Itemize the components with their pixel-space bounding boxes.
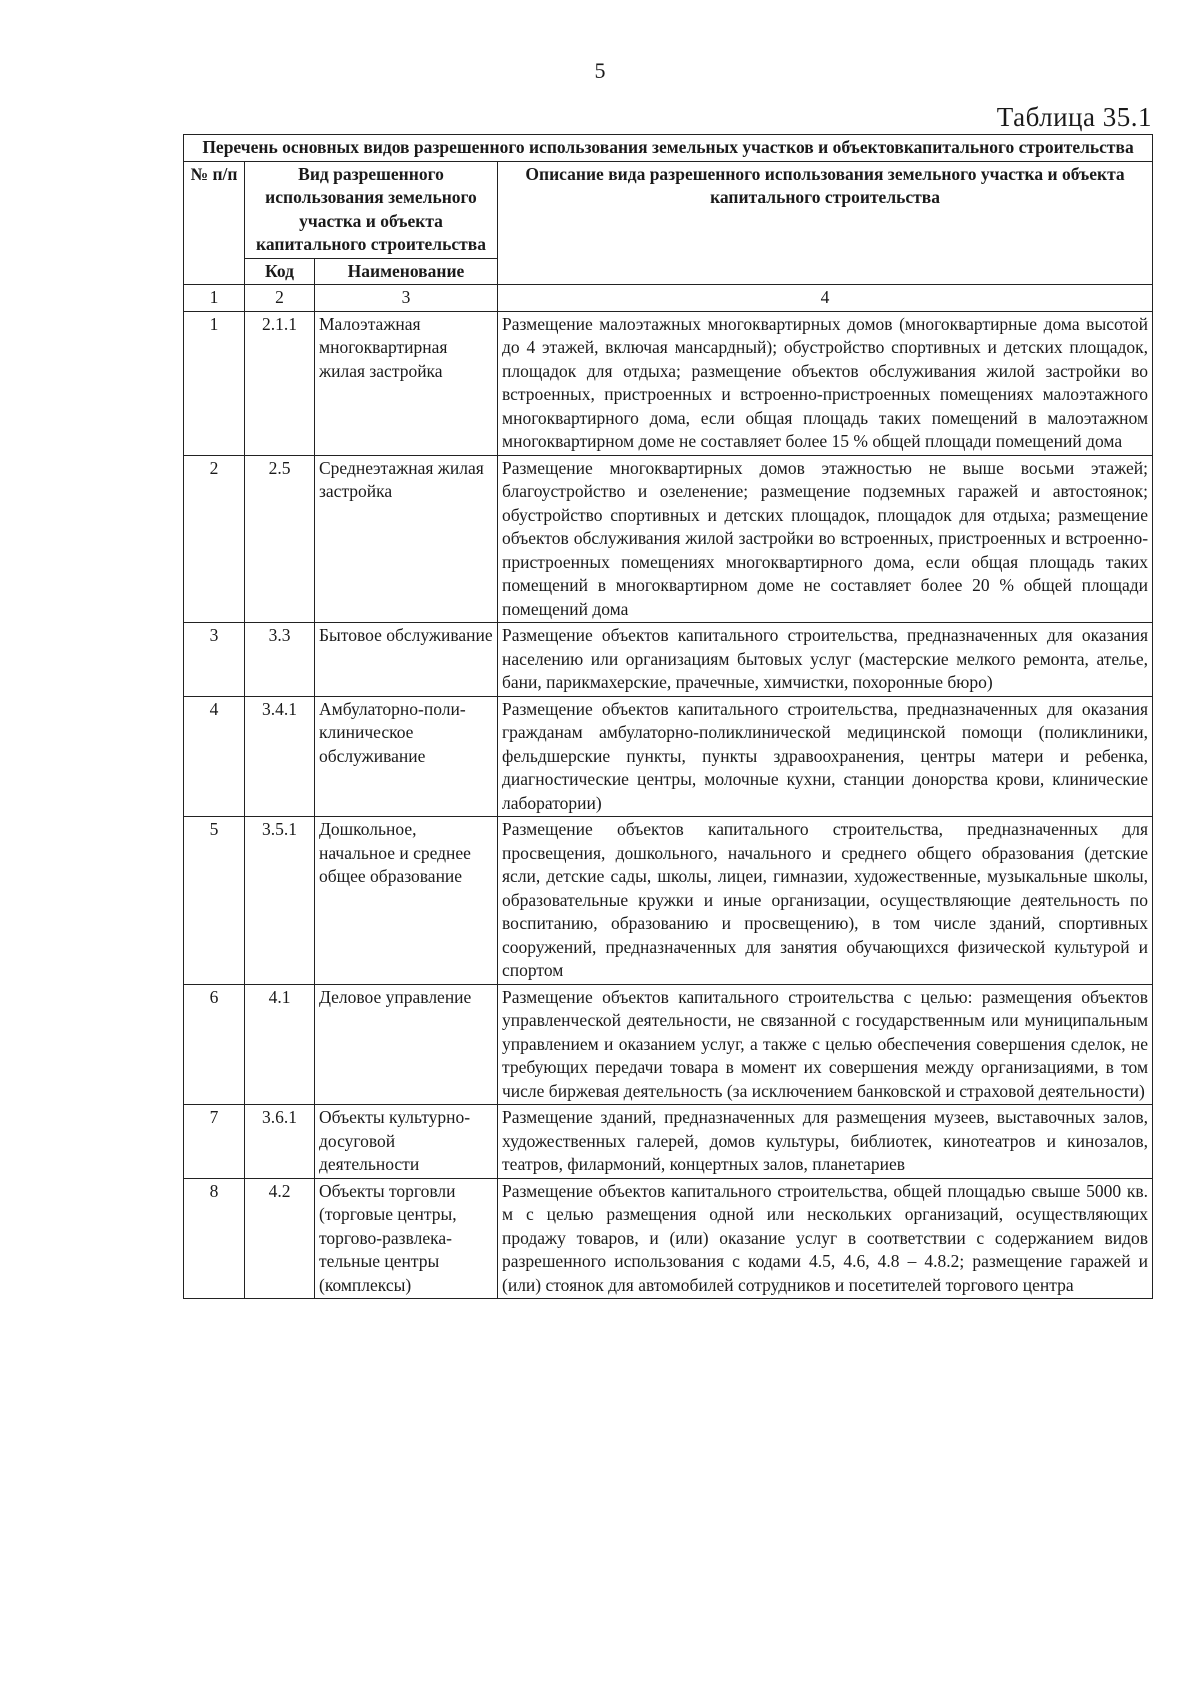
row-code: 4.1: [245, 984, 315, 1105]
row-number: 1: [184, 311, 245, 455]
header-description: Описание вида разрешенного использования земельного участка и объекта капитального строительства: [498, 161, 1153, 285]
header-num: № п/п: [184, 161, 245, 285]
row-name: Объекты культурно-досуговой деятельности: [315, 1105, 498, 1179]
row-number: 3: [184, 623, 245, 697]
row-name: Деловое управление: [315, 984, 498, 1105]
table-row: [184, 311, 1153, 455]
table-title-row: [184, 135, 1153, 162]
table-row: [184, 984, 1153, 1105]
row-name: Объекты торговли (торговые центры, торгово-развлека-тельные центры (комплексы): [315, 1178, 498, 1299]
column-index-row: [184, 285, 1153, 312]
header-use-type: Вид разрешенного использования земельного участка и объекта капитального строительства: [245, 161, 498, 258]
table-row: [184, 1178, 1153, 1299]
row-description: Размещение многоквартирных домов этажностью не выше восьми этажей; благоустройство и озеленение; размещение подземных гаражей и автостоянок; обустройство спортивных и детских площадок, площадок для отдыха; размещение объектов обслуживания жилой застройки во встроенных, пристроенных и встроенно-пристроенных помещениях многоквартирного дома, если общая площадь таких помещений в многоквартирном доме не составляет более 20 % общей площади помещений дома: [498, 455, 1153, 623]
header-name: Наименование: [315, 258, 498, 285]
row-description: Размещение объектов капитального строительства с целью: размещения объектов управленческой деятельности, не связанной с государственным или муниципальным управлением и оказанием услуг, а также с целью обеспечения совершения сделок, не требующих передачи товара в момент их совершения между организациями, в том числе биржевая деятельность (за исключением банковской и страховой деятельности): [498, 984, 1153, 1105]
table-row: [184, 455, 1153, 623]
column-index: 3: [315, 285, 498, 312]
row-description: Размещение малоэтажных многоквартирных домов (многоквартирные дома высотой до 4 этажей, включая мансардный); обустройство спортивных и детских площадок, площадок для отдыха; размещение объектов обслуживания жилой застройки во встроенных, пристроенных и встроенно-пристроенных помещениях малоэтажного многоквартирного дома, если общая площадь таких помещений в малоэтажном многоквартирном доме не составляет более 15 % общей площади помещений дома: [498, 311, 1153, 455]
row-description: Размещение объектов капитального строительства, предназначенных для просвещения, дошкольного, начального и среднего общего образования (детские ясли, детские сады, школы, лицеи, гимназии, художественные, музыкальные школы, образовательные кружки и иные организации, осуществляющие деятельность по воспитанию, образованию и просвещению), в том числе зданий, спортивных сооружений, предназначенных для занятия обучающихся физической культурой и спортом: [498, 817, 1153, 985]
header-code: Код: [245, 258, 315, 285]
row-description: Размещение зданий, предназначенных для размещения музеев, выставочных залов, художественных галерей, домов культуры, библиотек, кинотеатров и кинозалов, театров, филармоний, концертных залов, планетариев: [498, 1105, 1153, 1179]
column-index: 2: [245, 285, 315, 312]
column-index: 1: [184, 285, 245, 312]
row-name: Амбулаторно-поли-клиническое обслуживание: [315, 696, 498, 817]
table-row: [184, 623, 1153, 697]
row-name: Среднеэтажная жилая застройка: [315, 455, 498, 623]
table-caption: Таблица 35.1: [996, 102, 1152, 132]
row-code: 3.6.1: [245, 1105, 315, 1179]
row-code: 3.5.1: [245, 817, 315, 985]
row-code: 3.3: [245, 623, 315, 697]
row-number: 8: [184, 1178, 245, 1299]
row-code: 4.2: [245, 1178, 315, 1299]
row-name: Дошкольное, начальное и среднее общее образование: [315, 817, 498, 985]
row-number: 5: [184, 817, 245, 985]
row-number: 4: [184, 696, 245, 817]
table-title: Перечень основных видов разрешенного использования земельных участков и объектовкапитального строительства: [184, 135, 1153, 162]
row-number: 7: [184, 1105, 245, 1179]
land-use-table: [183, 134, 1153, 1299]
table-row: [184, 1105, 1153, 1179]
row-code: 3.4.1: [245, 696, 315, 817]
row-code: 2.5: [245, 455, 315, 623]
row-name: Малоэтажная многоквартирная жилая застройка: [315, 311, 498, 455]
column-index: 4: [498, 285, 1153, 312]
row-name: Бытовое обслуживание: [315, 623, 498, 697]
row-description: Размещение объектов капитального строительства, предназначенных для оказания населению или организациям бытовых услуг (мастерские мелкого ремонта, ателье, бани, парикмахерские, прачечные, химчистки, похоронные бюро): [498, 623, 1153, 697]
row-number: 6: [184, 984, 245, 1105]
table-row: [184, 696, 1153, 817]
table-row: [184, 817, 1153, 985]
row-description: Размещение объектов капитального строительства, общей площадью свыше 5000 кв. м с целью размещения одной или нескольких организаций, осуществляющих продажу товаров, и (или) оказание услуг в соответствии с содержанием видов разрешенного использования с кодами 4.5, 4.6, 4.8 – 4.8.2; размещение гаражей и (или) стоянок для автомобилей сотрудников и посетителей торгового центра: [498, 1178, 1153, 1299]
header-row: [184, 161, 1153, 258]
page-number: 5: [594, 58, 606, 83]
row-code: 2.1.1: [245, 311, 315, 455]
row-description: Размещение объектов капитального строительства, предназначенных для оказания гражданам амбулаторно-поликлинической медицинской помощи (поликлиники, фельдшерские пункты, пункты здравоохранения, центры матери и ребенка, диагностические центры, молочные кухни, станции донорства крови, клинические лаборатории): [498, 696, 1153, 817]
row-number: 2: [184, 455, 245, 623]
